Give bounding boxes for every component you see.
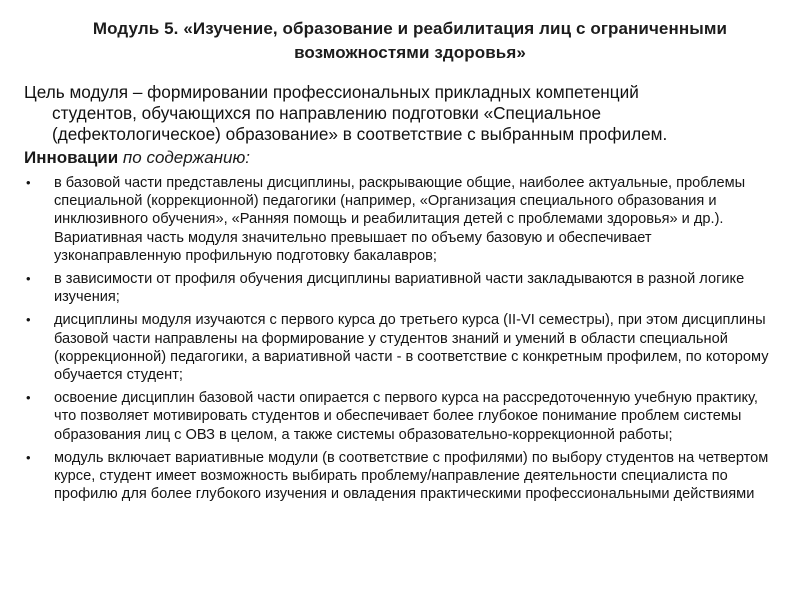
- bullet-icon: •: [26, 175, 31, 190]
- innovations-label: Инновации: [24, 148, 119, 167]
- bullet-icon: •: [26, 271, 31, 287]
- list-item-text: в базовой части представлены дисциплины, раскрывающие общие, наиболее актуальные, проблемы специальной (коррекционной) педагогики (например, «Организация специального образования и инклюзивного обучения», «Ранняя помощь и реабилитация детей с проблемами здоровья» и др.). Вариативная часть модуля значительно превышает по объему базовую и обеспечивает узконаправленную профильную подготовку бакалавров;: [54, 175, 746, 264]
- goal-line-1: Цель модуля – формировании профессиональных прикладных компетенций: [24, 82, 639, 102]
- list-item: [24, 174, 772, 265]
- innovations-heading: [24, 147, 250, 168]
- bullet-icon: •: [26, 449, 31, 465]
- goal-continuation: студентов, обучающихся по направлению подготовки «Специальное (дефектологическое) образование» в соответствие с выбранным профилем.: [52, 103, 668, 144]
- list-item: [24, 449, 772, 504]
- innovations-list: [24, 174, 772, 508]
- title-line-2: возможностями здоровья»: [294, 43, 526, 62]
- list-item-text: модуль включает вариативные модули (в соответствие с профилями) по выбору студентов на четвертом курсе, студент имеет возможность выбирать проблему/направление деятельности специалиста по профилю для более глубокого изучения и овладения практическими профессиональными действиями: [54, 449, 769, 503]
- innovations-qualifier: по содержанию:: [122, 148, 250, 167]
- list-item-text: освоение дисциплин базовой части опирается с первого курса на рассредоточенную учебную практику, что позволяет мотивировать студентов и обеспечивает более глубокое понимание проблем системы образования лиц с ОВЗ в целом, а также системы образовательно-коррекционной работы;: [54, 390, 758, 443]
- list-item: [24, 311, 772, 384]
- list-item-text: в зависимости от профиля обучения дисциплины вариативной части закладываются в разной логике изучения;: [54, 271, 745, 306]
- list-item-text: дисциплины модуля изучаются с первого курса до третьего курса (II-VI семестры), при этом дисциплины базовой части направлены на формирование у студентов знаний и умений в области специальной (коррекционной) педагогики, а вариативной части - в соответствие с конкретным профилем, по которому обучается студент;: [54, 312, 769, 384]
- title-line-1: Модуль 5. «Изучение, образование и реабилитация лиц с ограниченными: [92, 19, 728, 38]
- list-item: [24, 270, 772, 306]
- module-goal: [24, 82, 764, 145]
- slide-title: [30, 17, 790, 65]
- bullet-icon: •: [26, 390, 31, 406]
- list-item: [24, 389, 772, 444]
- bullet-icon: •: [26, 312, 31, 328]
